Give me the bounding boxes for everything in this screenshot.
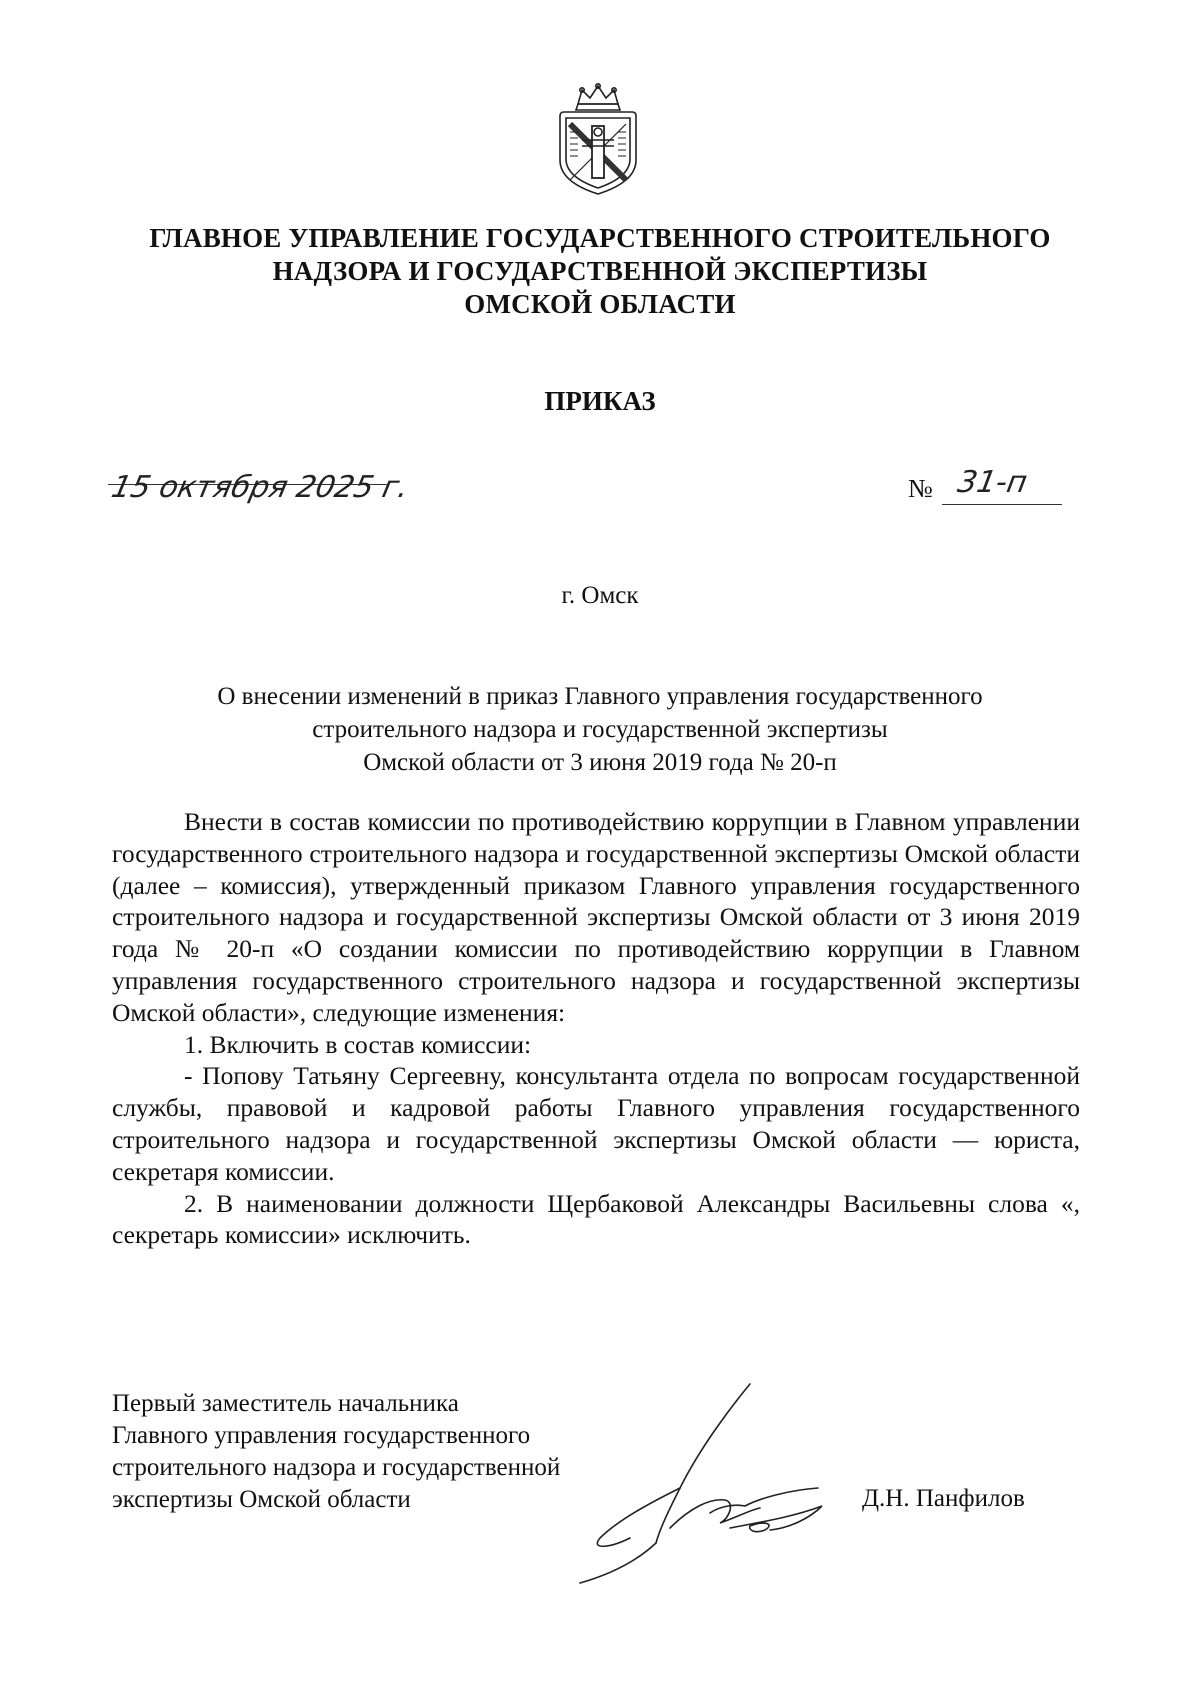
subject-line-3: Омской области от 3 июня 2019 года № 20-п	[363, 749, 837, 776]
position-line-1: Первый заместитель начальника	[112, 1390, 459, 1417]
item-2-text: 2. В наименовании должности Щербаковой Александры Васильевны слова «, секретарь комиссии» исключить.	[112, 1188, 1080, 1250]
position-line-3: строительного надзора и государственной	[112, 1454, 561, 1481]
organization-line-3: ОМСКОЙ ОБЛАСТИ	[464, 289, 736, 319]
number-underline	[942, 504, 1062, 505]
position-line-2: Главного управления государственного	[112, 1422, 531, 1449]
handwritten-signature	[560, 1378, 860, 1588]
signatory-name: Д.Н. Панфилов	[862, 1485, 1025, 1512]
number-label: №	[908, 474, 933, 503]
position-line-4: экспертизы Омской области	[112, 1486, 411, 1513]
subject-line-2: строительного надзора и государственной экспертизы	[312, 716, 888, 743]
date-handwritten: 15 октября 2025 г.	[108, 470, 412, 505]
coat-of-arms-emblem	[548, 82, 648, 198]
signatory-position	[112, 1388, 560, 1516]
document-type: ПРИКАЗ	[544, 386, 656, 416]
organization-title	[0, 222, 1200, 321]
subject-line-1: О внесении изменений в приказ Главного управления государственного	[217, 683, 983, 710]
item-1-title: 1. Включить в состав комиссии:	[184, 1029, 532, 1059]
item-1-text: - Попову Татьяну Сергеевну, консультанта отдела по вопросам государственной службы, правовой и кадровой работы Главного управления государственного строительного надзора и государственной экспертизы Омской области — юриста, секретаря комиссии.	[112, 1061, 1080, 1186]
document-body	[112, 806, 1080, 1251]
document-subject	[0, 680, 1200, 779]
body-intro-paragraph: Внести в состав комиссии по противодействию коррупции в Главном управлении государственного строительного надзора и государственной экспертизы Омской области (далее – комиссия), утвержденный приказом Главного управления государственного строительного надзора и государственной экспертизы Омской области от 3 июня 2019 года № 20-п «О создании комиссии по противодействию коррупции в Главном управления государственного строительного надзора и государственной экспертизы Омской области», следующие изменения:	[112, 807, 1080, 1027]
city: г. Омск	[561, 582, 639, 609]
organization-line-1: ГЛАВНОЕ УПРАВЛЕНИЕ ГОСУДАРСТВЕННОГО СТРОИТЕЛЬНОГО	[149, 223, 1051, 253]
organization-line-2: НАДЗОРА И ГОСУДАРСТВЕННОЙ ЭКСПЕРТИЗЫ	[272, 256, 928, 286]
number-handwritten: 31-п	[954, 465, 1030, 500]
